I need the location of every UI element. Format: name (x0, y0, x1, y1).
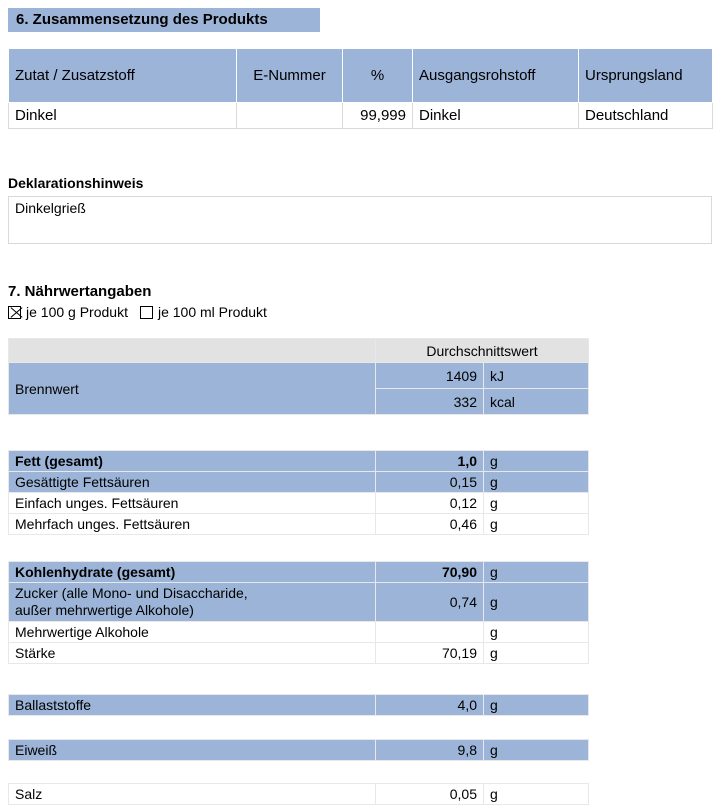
nutrient-label-polyunsaturated-fat: Mehrfach unges. Fettsäuren (9, 514, 376, 535)
table-row (9, 622, 589, 643)
table-row (9, 784, 589, 805)
nutrient-value-sugar: 0,74 (376, 583, 484, 622)
nutrient-label-starch: Stärke (9, 643, 376, 664)
nutrient-label-salt: Salz (9, 784, 376, 805)
checkbox-per-100ml-label: je 100 ml Produkt (157, 304, 267, 320)
nutrient-value-protein: 9,8 (376, 740, 484, 761)
nutrient-unit-saturated-fat: g (484, 472, 589, 493)
composition-table-header-row (9, 49, 713, 103)
declaration-value-box: Dinkelgrieß (8, 196, 712, 244)
nutrition-salt-table (8, 783, 589, 805)
nutrition-fibre-table (8, 694, 589, 716)
table-row (9, 643, 589, 664)
energy-unit-kcal: kcal (484, 389, 589, 415)
nutrient-unit-salt: g (484, 784, 589, 805)
energy-unit-kj: kJ (484, 363, 589, 389)
composition-table (8, 48, 713, 129)
nutrient-label-sugar-line1: Zucker (alle Mono- und Disaccharide, (15, 585, 248, 601)
nutrition-carbohydrate-table (8, 561, 589, 664)
nutrient-unit-protein: g (484, 740, 589, 761)
table-row (9, 740, 589, 761)
checkbox-per-100g[interactable] (8, 306, 21, 319)
nutrient-unit-polyols: g (484, 622, 589, 643)
nutrition-basis-options (8, 304, 279, 320)
nutrient-label-polyols: Mehrwertige Alkohole (9, 622, 376, 643)
nutrient-value-salt: 0,05 (376, 784, 484, 805)
cell-ingredient: Dinkel (9, 103, 237, 129)
nutrient-value-fat-total: 1,0 (376, 451, 484, 472)
nutrient-value-fibre: 4,0 (376, 695, 484, 716)
table-row (9, 472, 589, 493)
nutrition-energy-table (8, 338, 589, 415)
nutrient-value-carbs-total: 70,90 (376, 562, 484, 583)
table-row (9, 363, 589, 389)
table-row (9, 583, 589, 622)
checkbox-per-100g-label: je 100 g Produkt (26, 304, 128, 320)
nutrient-label-sugar-line2: außer mehrwertige Alkohole) (15, 602, 194, 618)
energy-value-kcal: 332 (376, 389, 484, 415)
col-header-country: Ursprungsland (579, 49, 713, 103)
section-heading-nutrition: 7. Nährwertangaben (8, 283, 152, 300)
nutrient-unit-fat-total: g (484, 451, 589, 472)
nutrient-label-energy: Brennwert (9, 363, 376, 415)
table-row (9, 562, 589, 583)
nutrient-label-sugar (9, 583, 376, 622)
nutrient-label-protein: Eiweiß (9, 740, 376, 761)
nutrient-value-polyols (376, 622, 484, 643)
nutrient-value-monounsaturated-fat: 0,12 (376, 493, 484, 514)
table-row (9, 514, 589, 535)
nutrient-unit-carbs-total: g (484, 562, 589, 583)
col-header-e-number: E-Nummer (237, 49, 343, 103)
cell-raw-material: Dinkel (413, 103, 579, 129)
col-header-percent: % (343, 49, 413, 103)
nutrient-label-saturated-fat: Gesättigte Fettsäuren (9, 472, 376, 493)
nutrition-fat-table (8, 450, 589, 535)
energy-header-row (9, 339, 589, 363)
declaration-label: Deklarationshinweis (8, 175, 144, 191)
cell-e-number (237, 103, 343, 129)
nutrient-label-fat-total: Fett (gesamt) (9, 451, 376, 472)
cell-percent: 99,999 (343, 103, 413, 129)
table-row (9, 695, 589, 716)
nutrient-label-fibre: Ballaststoffe (9, 695, 376, 716)
nutrient-unit-sugar: g (484, 583, 589, 622)
col-header-raw-material: Ausgangsrohstoff (413, 49, 579, 103)
table-row (9, 451, 589, 472)
nutrient-unit-starch: g (484, 643, 589, 664)
energy-value-kj: 1409 (376, 363, 484, 389)
section-heading-composition: 6. Zusammensetzung des Produkts (8, 8, 320, 32)
table-row (9, 103, 713, 129)
nutrient-unit-monounsaturated-fat: g (484, 493, 589, 514)
nutrition-protein-table (8, 739, 589, 761)
nutrient-label-carbs-total: Kohlenhydrate (gesamt) (9, 562, 376, 583)
col-header-average-value: Durchschnittswert (376, 339, 589, 363)
nutrient-value-polyunsaturated-fat: 0,46 (376, 514, 484, 535)
table-row (9, 493, 589, 514)
nutrient-label-monounsaturated-fat: Einfach unges. Fettsäuren (9, 493, 376, 514)
nutrient-unit-fibre: g (484, 695, 589, 716)
cell-country: Deutschland (579, 103, 713, 129)
col-header-ingredient: Zutat / Zusatzstoff (9, 49, 237, 103)
energy-header-blank (9, 339, 376, 363)
nutrient-value-starch: 70,19 (376, 643, 484, 664)
nutrient-unit-polyunsaturated-fat: g (484, 514, 589, 535)
nutrient-value-saturated-fat: 0,15 (376, 472, 484, 493)
checkbox-per-100ml[interactable] (140, 306, 153, 319)
